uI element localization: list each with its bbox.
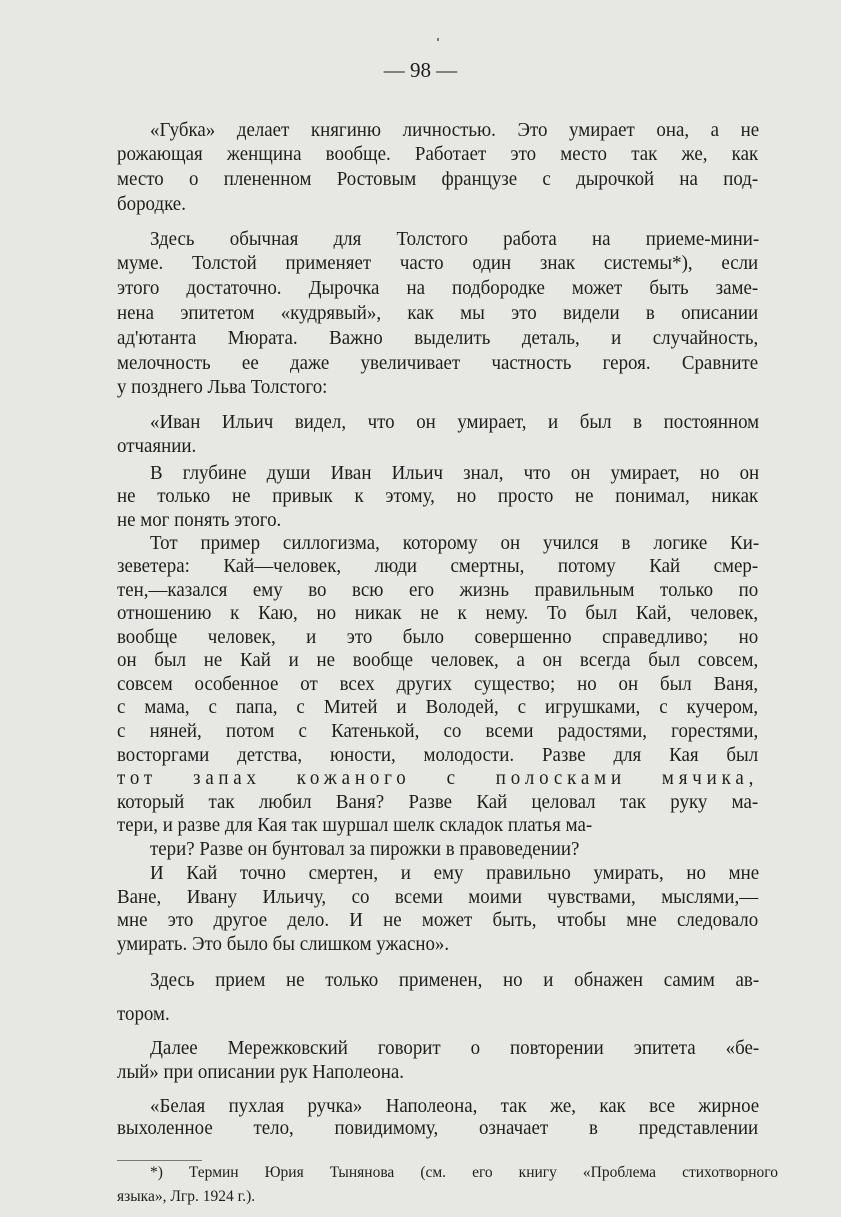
text-line: тором. [117,1004,170,1025]
scan-speck [437,38,439,41]
text-line: Здесь обычная для Толстого работа на приеме-мини- [150,229,760,250]
text-line: тери, и разве для Кая так шуршал шелк складок платья ма- [117,815,593,836]
text-line: который так любил Ваня? Разве Кай целовал так руку ма- [117,792,759,813]
footnote-line: *) Термин Юрия Тынянова (см. его книгу «Проблема стихотворного [150,1164,778,1181]
page-number: — 98 — [383,58,458,82]
text-line: бородке. [117,194,186,215]
text-line: Здесь прием не только применен, но и обнажен самим ав- [150,970,760,991]
text-line: выхоленное тело, повидимому, означает в представлении [117,1118,759,1139]
text-line: «Белая пухлая ручка» Наполеона, так же, как все жирное [150,1096,760,1117]
text-line: тери? Разве он бунтовал за пирожки в правоведении? [150,839,580,860]
text-line: И Кай точно смертен, и ему правильно умирать, но мне [150,863,760,884]
text-line: с мама, с папа, с Митей и Володей, с игрушками, с кучером, [117,697,759,718]
text-line: «Иван Ильич видел, что он умирает, и был в постоянном [150,412,760,433]
text-line: отношению к Каю, но никак не к нему. То был Кай, человек, [117,603,759,624]
text-line: совсем особенное от всех других существо; но он был Ваня, [117,674,759,695]
text-line: с няней, потом с Катенькой, со всеми радостями, горестями, [117,721,759,742]
text-line: мелочность ее даже увеличивает частность героя. Сравните [117,353,759,374]
text-line: Далее Мережковский говорит о повторении эпитета «бе- [150,1038,760,1059]
text-line: место о плененном Ростовым французе с дырочкой на под- [117,169,759,190]
text-line: тот запах кожаного с полосками мячика, [117,768,759,789]
text-line: отчаянии. [117,436,197,457]
text-line: мне это другое дело. И не может быть, чтобы мне следовало [117,910,759,931]
text-line: восторгами детства, юности, молодости. Разве для Кая был [117,745,759,766]
text-line: «Губка» делает княгиню личностью. Это умирает она, а не [150,120,760,141]
text-line: вообще человек, и это было совершенно справедливо; но [117,627,759,648]
text-line: Ване, Ивану Ильичу, со всеми моими чувствами, мыслями,— [117,887,759,908]
text-line: ад'ютанта Мюрата. Важно выделить деталь, и случайность, [117,328,759,349]
footnote-divider [117,1160,202,1161]
text-line: лый» при описании рук Наполеона. [117,1062,404,1083]
text-line: нена эпитетом «кудрявый», как мы это видели в описании [117,303,759,324]
text-line: не только не привык к этому, но просто не понимал, никак [117,486,759,507]
text-line: В глубине души Иван Ильич знал, что он умирает, но он [150,463,760,484]
text-line: зеветера: Кай—человек, люди смертны, потому Кай смер- [117,556,759,577]
text-line: у позднего Льва Толстого: [117,377,328,398]
text-line: он был не Кай и не вообще человек, а он всегда был совсем, [117,650,759,671]
footnote-line: языка», Лгр. 1924 г.). [117,1188,256,1205]
text-line: рожающая женщина вообще. Работает это место так же, как [117,144,759,165]
text-line: муме. Толстой применяет часто один знак системы*), если [117,253,759,274]
text-line: тен,—казался ему во всю его жизнь правильным только по [117,580,759,601]
text-line: этого достаточно. Дырочка на подбородке может быть заме- [117,278,759,299]
text-line: умирать. Это было бы слишком ужасно». [117,934,450,955]
text-line: Тот пример силлогизма, которому он учился в логике Ки- [150,533,760,554]
text-line: не мог понять этого. [117,510,282,531]
